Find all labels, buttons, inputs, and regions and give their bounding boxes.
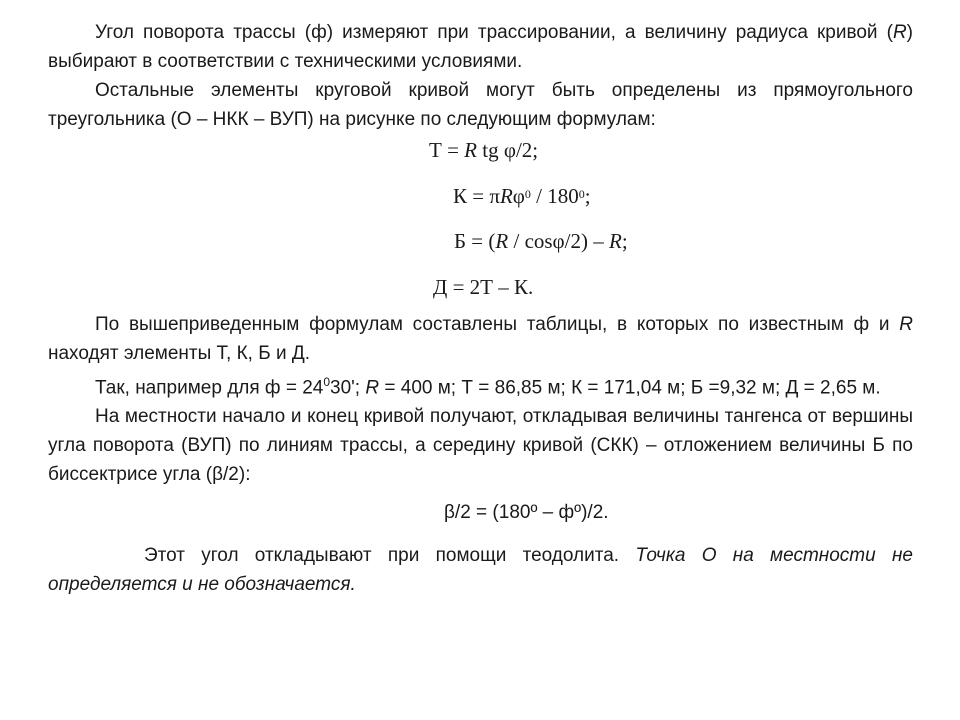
text-run: Б = ( <box>454 229 496 253</box>
text-run: Т = <box>429 138 465 162</box>
variable-r: R <box>499 184 513 208</box>
text-run: К = π <box>453 184 500 208</box>
variable-r: R <box>464 138 477 162</box>
formula-domer: Д = 2Т – К. <box>433 275 534 299</box>
text-run: Так, например для ф = 24 <box>95 377 324 399</box>
variable-r: R <box>495 229 509 253</box>
paragraph-tables <box>48 310 913 368</box>
formula-tangent <box>429 137 960 163</box>
variable-r: R <box>899 314 913 335</box>
text-run: φ <box>512 184 525 208</box>
formula-beta: β/2 = (180º – фº)/2. <box>444 502 609 524</box>
paragraph-example <box>48 368 913 402</box>
text-run: По вышеприведенным формулам составлены таблицы, в которых по известным ф и <box>95 314 900 335</box>
paragraph-elements: Остальные элементы круговой кривой могут быть определены из прямоугольного треугольника (О – НКК – ВУП) на рисунке по следующим формулам: <box>48 80 913 130</box>
text-run: = 400 м; Т = 86,85 м; К = 171,04 м; Б =9,32 м; Д = 2,65 м. <box>379 377 881 399</box>
document-page <box>48 18 913 599</box>
text-run: Этот угол откладывают при помощи теодолита. <box>144 545 636 567</box>
text-run: Угол поворота трассы (ф) измеряют при трассировании, а величину радиуса кривой ( <box>95 22 893 43</box>
text-run: находят элементы Т, К, Б и Д. <box>48 343 311 364</box>
superscript: 0 <box>578 187 585 201</box>
superscript: 0 <box>524 187 531 201</box>
text-run: / cosφ/2) – <box>508 229 610 253</box>
paragraph-theodolite <box>48 541 913 599</box>
text-run: ; <box>584 184 591 208</box>
formula-curve-length <box>453 183 960 209</box>
text-run: ) выбирают в соответствии с техническими условиями. <box>48 22 913 72</box>
superscript: 0 <box>323 375 331 389</box>
formula-bisector <box>454 228 960 254</box>
paragraph-field-layout: На местности начало и конец кривой получают, откладывая величины тангенса от вершины угла поворота (ВУП) по линиям трассы, а середину кривой (СКК) – отложением величины Б по биссектрисе угла (β/2): <box>48 406 913 486</box>
paragraph-intro <box>48 18 913 76</box>
variable-r: R <box>609 229 622 253</box>
italic-note: Точка О на местности не определяется и не обозначается. <box>48 545 913 596</box>
text-run: / 180 <box>530 184 579 208</box>
text-run: ; <box>621 229 628 253</box>
text-run: 30'; <box>330 377 366 399</box>
variable-r: R <box>365 377 380 399</box>
variable-r: R <box>892 22 907 43</box>
text-run: tg φ/2; <box>477 138 539 162</box>
